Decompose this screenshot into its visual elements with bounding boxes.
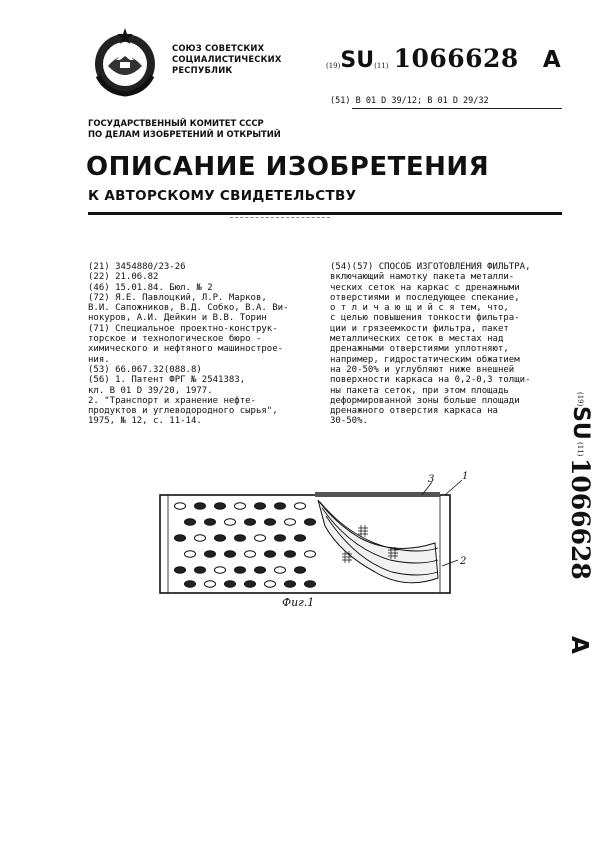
code-11: (11) <box>374 62 389 70</box>
abstract-line: металлических сеток в местах над <box>330 334 504 345</box>
ipc-classification: (51) В 01 D 39/12; В 01 D 29/32 <box>330 96 489 106</box>
drainage-hole <box>195 567 206 573</box>
abstract-line: дренажными отверстиями уплотняют, <box>330 344 509 355</box>
biblio-line: (56) 1. Патент ФРГ № 2541383, <box>88 375 246 386</box>
mesh-pack-layer <box>315 492 440 497</box>
filter-drawing <box>160 468 480 618</box>
divider <box>352 108 562 109</box>
drainage-hole <box>185 551 196 557</box>
drainage-holes <box>175 503 316 587</box>
drainage-hole <box>255 535 266 541</box>
document-title: ОПИСАНИЕ ИЗОБРЕТЕНИЯ <box>86 152 490 182</box>
abstract-line: деформированной зоны больше площади <box>330 395 520 406</box>
abstract-line: включающий намотку пакета металли- <box>330 272 515 283</box>
drainage-hole <box>265 519 276 525</box>
drainage-hole <box>225 581 236 587</box>
side-patent-kind: A <box>566 636 592 654</box>
drainage-hole <box>295 503 306 509</box>
drainage-hole <box>275 503 286 509</box>
abstract-line: дренажного отверстия каркаса на <box>330 406 498 417</box>
abstract-line: поверхности каркаса на 0,2-0,3 толщи- <box>330 375 531 386</box>
side-patent-identifier <box>548 392 595 664</box>
deformed-zone <box>318 500 438 583</box>
biblio-line: 2. "Транспорт и хранение нефте- <box>88 395 256 406</box>
ussr-emblem-icon <box>88 26 162 98</box>
drainage-hole <box>225 519 236 525</box>
patent-identifier <box>326 44 561 78</box>
committee-line: ГОСУДАРСТВЕННЫЙ КОМИТЕТ СССР <box>88 118 264 128</box>
bibliographic-data <box>88 262 288 427</box>
biblio-line: (53) 66.067.32(088.8) <box>88 364 202 375</box>
drainage-hole <box>185 581 196 587</box>
biblio-line: (21) 3454880/23-26 <box>88 262 186 272</box>
patent-number: 1066628 <box>393 44 519 73</box>
biblio-line: (71) Специальное проектно-конструк- <box>88 323 278 334</box>
abstract-line: ческих сеток на каркас с дренажными <box>330 282 520 293</box>
drainage-hole <box>285 551 296 557</box>
side-code-19: (19) <box>576 392 584 407</box>
side-country-code: SU <box>568 406 593 440</box>
drainage-hole <box>205 519 216 525</box>
abstract-line: с целью повышения тонкости фильтра- <box>330 313 520 324</box>
drainage-hole <box>175 567 186 573</box>
drainage-hole <box>305 519 316 525</box>
biblio-line: нокуров, А.И. Дейкин и В.В. Торин <box>88 313 267 324</box>
drainage-hole <box>265 581 276 587</box>
drainage-hole <box>245 519 256 525</box>
org-line: СОЦИАЛИСТИЧЕСКИХ <box>172 54 282 64</box>
drainage-hole <box>235 503 246 509</box>
drainage-hole <box>215 503 226 509</box>
drainage-hole <box>215 567 226 573</box>
abstract-line: например, гидростатическим обжатием <box>330 354 520 365</box>
drainage-hole <box>285 581 296 587</box>
drainage-hole <box>205 551 216 557</box>
biblio-line: 1975, № 12, с. 11-14. <box>88 416 202 427</box>
drainage-hole <box>285 519 296 525</box>
drainage-hole <box>235 567 246 573</box>
abstract-line: ны пакета сеток, при этом площадь <box>330 385 509 396</box>
biblio-line: (72) Я.Е. Павлоцкий, Л.Р. Марков, <box>88 292 267 303</box>
drainage-hole <box>295 567 306 573</box>
drainage-hole <box>295 535 306 541</box>
drainage-hole <box>195 503 206 509</box>
country-code: SU <box>340 48 375 73</box>
abstract-line: ции и грязеемкости фильтра, пакет <box>330 323 509 334</box>
abstract <box>330 262 530 427</box>
patent-kind: A <box>542 47 561 73</box>
side-patent-number: 1066628 <box>566 458 595 580</box>
drainage-hole <box>175 535 186 541</box>
drainage-hole <box>195 535 206 541</box>
code-19: (19) <box>326 62 341 70</box>
issuing-country-name <box>172 43 282 76</box>
drainage-hole <box>265 551 276 557</box>
biblio-line: кл. В 01 D 39/20, 1977. <box>88 385 213 396</box>
org-line: СОЮЗ СОВЕТСКИХ <box>172 43 265 53</box>
biblio-line: торское и технологическое бюро - <box>88 334 262 345</box>
drainage-hole <box>305 581 316 587</box>
figure-caption: Фиг.1 <box>282 596 315 609</box>
callout-label: 3 <box>428 474 435 485</box>
drainage-hole <box>255 503 266 509</box>
document-subtitle: К АВТОРСКОМУ СВИДЕТЕЛЬСТВУ <box>88 188 357 204</box>
side-code-11: (11) <box>576 442 584 457</box>
abstract-line: 30-50%. <box>330 416 368 427</box>
committee-line: ПО ДЕЛАМ ИЗОБРЕТЕНИЙ И ОТКРЫТИЙ <box>88 129 281 139</box>
org-line: РЕСПУБЛИК <box>172 65 233 75</box>
drainage-hole <box>275 567 286 573</box>
abstract-line: о т л и ч а ю щ и й с я тем, что, <box>330 303 509 314</box>
abstract-line: на 20-50% и углубляют ниже внешней <box>330 364 515 375</box>
abstract-line: отверстиями и последующее спекание, <box>330 292 520 303</box>
drainage-hole <box>205 581 216 587</box>
drainage-hole <box>175 503 186 509</box>
drainage-hole <box>215 535 226 541</box>
callout-label: 2 <box>460 556 467 567</box>
callout-label: 1 <box>462 471 469 482</box>
drainage-hole <box>275 535 286 541</box>
drainage-hole <box>245 581 256 587</box>
biblio-line: (46) 15.01.84. Бюл. № 2 <box>88 282 213 293</box>
biblio-line: (22) 21.06.82 <box>88 272 159 283</box>
biblio-line: химического и нефтяного машиностроe- <box>88 344 284 355</box>
biblio-line: В.И. Сапожников, В.Д. Собко, В.А. Ви- <box>88 303 289 314</box>
biblio-line: продуктов и углеводородного сырья", <box>88 406 278 417</box>
abstract-line: (54)(57) СПОСОБ ИЗГОТОВЛЕНИЯ ФИЛЬТРА, <box>330 262 531 272</box>
drainage-hole <box>235 535 246 541</box>
divider <box>230 217 330 218</box>
drainage-hole <box>255 567 266 573</box>
drainage-hole <box>225 551 236 557</box>
biblio-line: ния. <box>88 354 110 365</box>
drainage-hole <box>245 551 256 557</box>
committee-name <box>88 118 281 140</box>
divider <box>88 212 562 215</box>
drainage-hole <box>185 519 196 525</box>
drainage-hole <box>305 551 316 557</box>
